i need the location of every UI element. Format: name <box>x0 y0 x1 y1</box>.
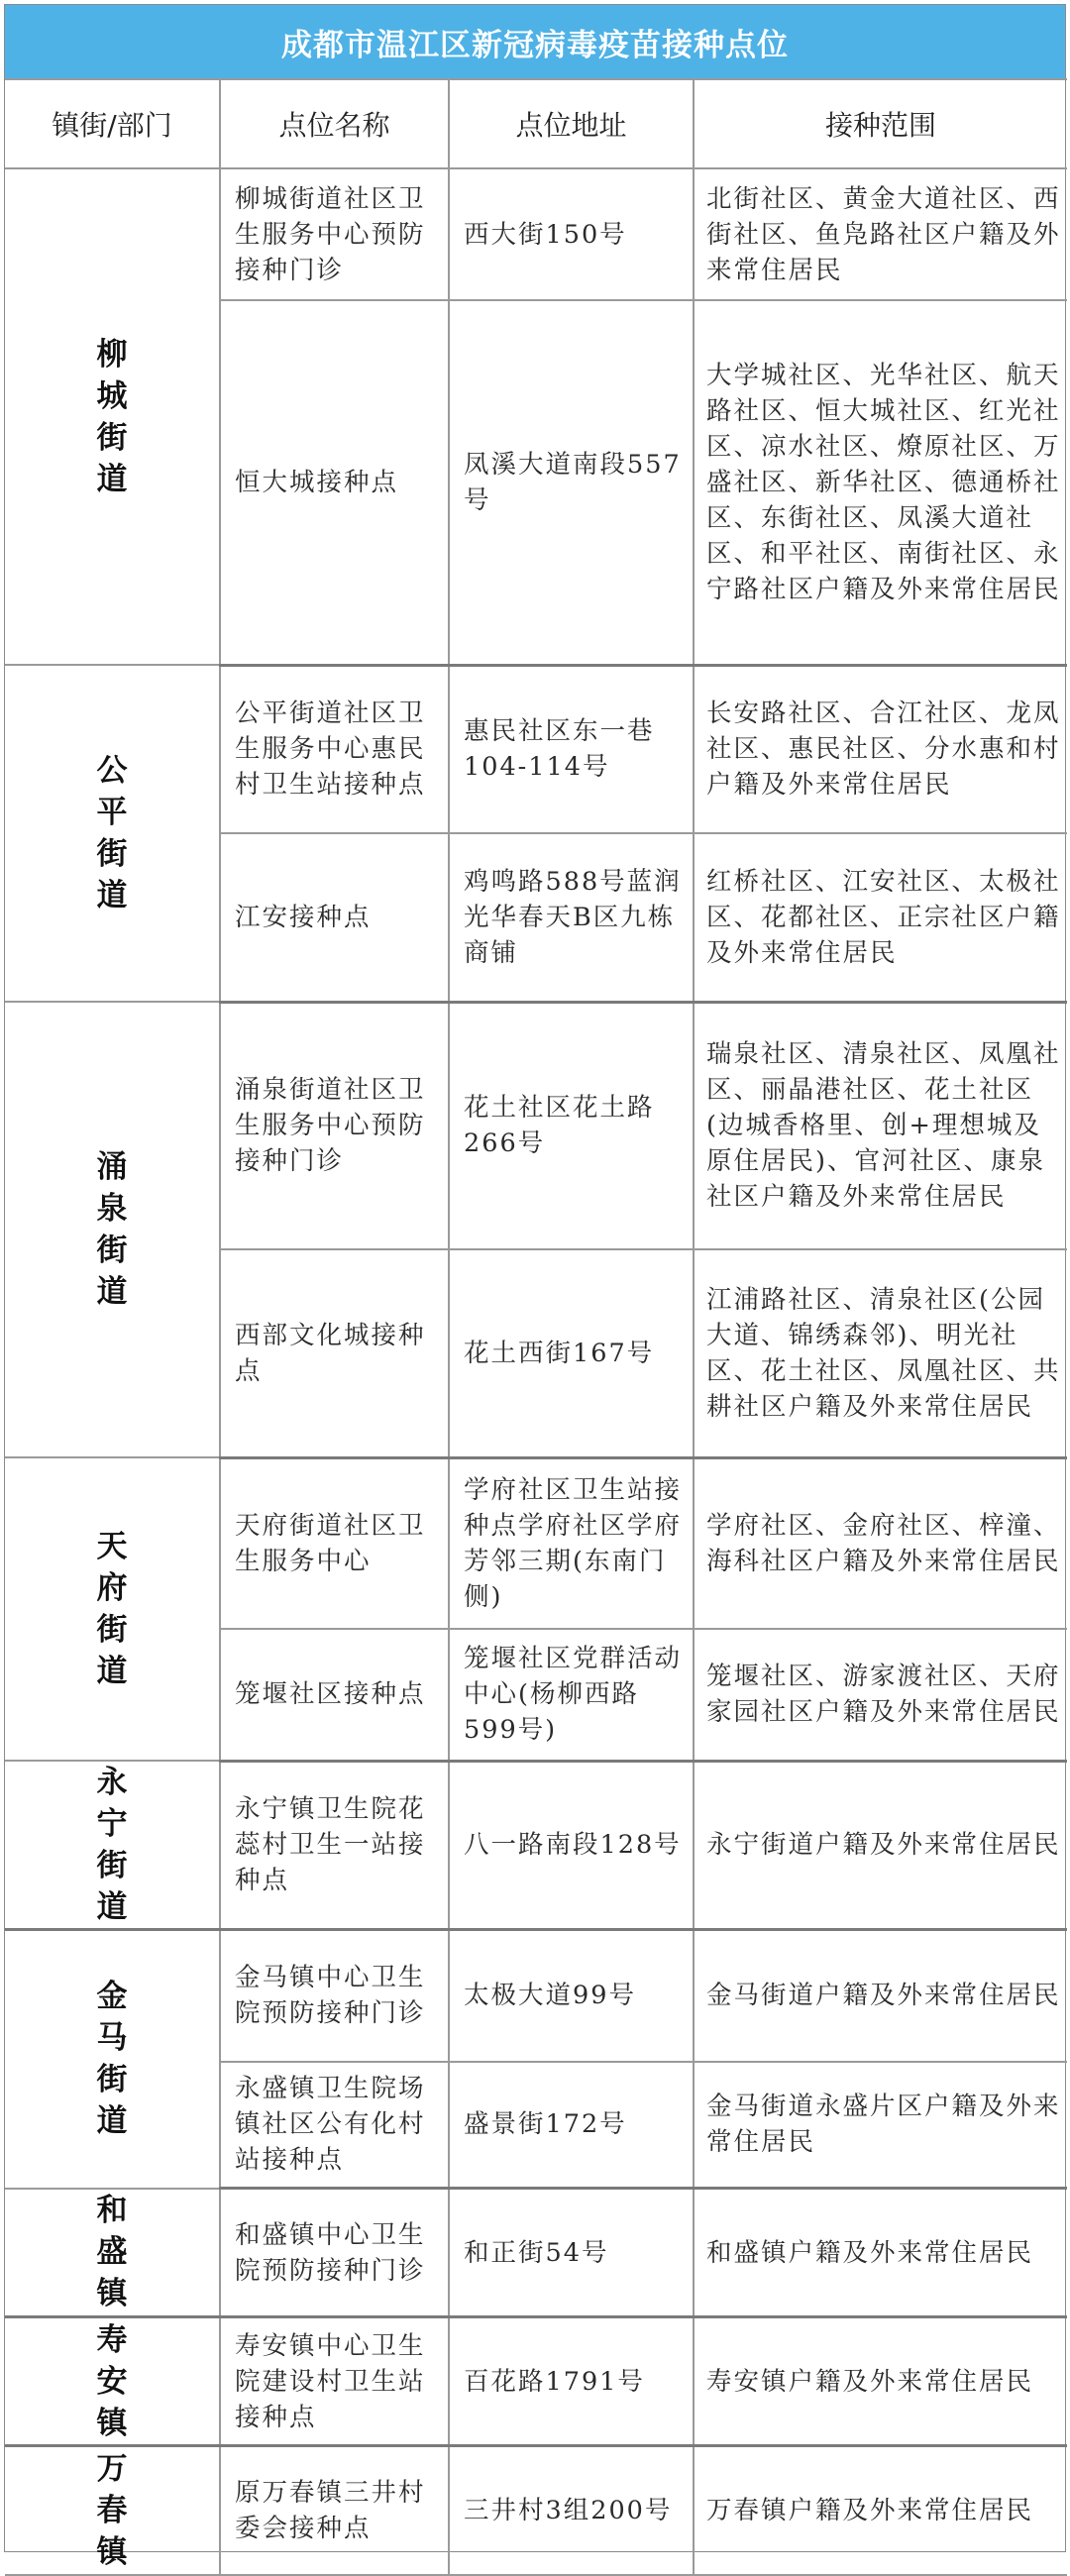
site-address-cell: 学府社区卫生站接种点学府社区学府芳邻三期(东南门侧) <box>449 1457 694 1629</box>
town-label: 寿安镇 <box>96 2321 128 2441</box>
site-name-cell: 金马镇中心卫生院预防接种门诊 <box>220 1930 449 2062</box>
town-cell <box>5 2189 220 2317</box>
town-cell <box>5 168 220 665</box>
site-name-cell: 原万春镇三井村委会接种点 <box>220 2446 449 2575</box>
table-row <box>5 2317 1067 2446</box>
site-address-cell: 西大街150号 <box>449 168 694 300</box>
town-label: 天府街道 <box>96 1529 128 1689</box>
vaccination-sites-table <box>5 78 1067 2576</box>
town-label: 和盛镇 <box>96 2193 128 2312</box>
site-scope-cell: 北街社区、黄金大道社区、西街社区、鱼凫路社区户籍及外来常住居民 <box>694 168 1067 300</box>
table-row <box>5 2189 1067 2317</box>
town-cell <box>5 665 220 1002</box>
table-row <box>5 2446 1067 2575</box>
site-name-cell: 永盛镇卫生院场镇社区公有化村站接种点 <box>220 2062 449 2189</box>
site-address-cell: 太极大道99号 <box>449 1930 694 2062</box>
site-name-cell: 和盛镇中心卫生院预防接种门诊 <box>220 2189 449 2317</box>
site-name-cell: 恒大城接种点 <box>220 300 449 665</box>
town-label: 金马街道 <box>96 1979 128 2140</box>
site-scope-cell: 笼堰社区、游家渡社区、天府家园社区户籍及外来常住居民 <box>694 1629 1067 1761</box>
site-scope-cell: 万春镇户籍及外来常住居民 <box>694 2446 1067 2575</box>
site-address-cell: 百花路1791号 <box>449 2317 694 2446</box>
site-scope-cell: 长安路社区、合江社区、龙凤社区、惠民社区、分水惠和村户籍及外来常住居民 <box>694 665 1067 833</box>
site-name-cell: 笼堰社区接种点 <box>220 1629 449 1761</box>
column-header-scope: 接种范围 <box>694 79 1067 168</box>
site-name-cell: 永宁镇卫生院花蕊村卫生一站接种点 <box>220 1761 449 1930</box>
table-row <box>5 665 1067 833</box>
site-scope-cell: 瑞泉社区、清泉社区、凤凰社区、丽晶港社区、花土社区(边城香格里、创+理想城及原住居民)、官河社区、康泉社区户籍及外来常住居民 <box>694 1002 1067 1249</box>
site-name-cell: 寿安镇中心卫生院建设村卫生站接种点 <box>220 2317 449 2446</box>
site-address-cell: 八一路南段128号 <box>449 1761 694 1930</box>
site-address-cell: 和正街54号 <box>449 2189 694 2317</box>
site-address-cell: 花土西街167号 <box>449 1249 694 1457</box>
table-title <box>5 5 1065 78</box>
site-name-cell: 涌泉街道社区卫生服务中心预防接种门诊 <box>220 1002 449 1249</box>
town-cell <box>5 1930 220 2189</box>
site-address-cell: 三井村3组200号 <box>449 2446 694 2575</box>
site-scope-cell: 和盛镇户籍及外来常住居民 <box>694 2189 1067 2317</box>
site-scope-cell: 学府社区、金府社区、梓潼、海科社区户籍及外来常住居民 <box>694 1457 1067 1629</box>
table-row <box>5 1002 1067 1249</box>
site-address-cell: 惠民社区东一巷104-114号 <box>449 665 694 833</box>
town-label: 柳城街道 <box>96 336 128 497</box>
site-name-cell: 江安接种点 <box>220 833 449 1002</box>
town-label: 公平街道 <box>96 753 128 913</box>
site-name-cell: 柳城街道社区卫生服务中心预防接种门诊 <box>220 168 449 300</box>
site-name-cell: 公平街道社区卫生服务中心惠民村卫生站接种点 <box>220 665 449 833</box>
column-header-site-address: 点位地址 <box>449 79 694 168</box>
site-scope-cell: 金马街道永盛片区户籍及外来常住居民 <box>694 2062 1067 2189</box>
table-title-text: 成都市温江区新冠病毒疫苗接种点位 <box>281 27 789 63</box>
table-row <box>5 1761 1067 1930</box>
town-label: 永宁街道 <box>96 1765 128 1925</box>
site-scope-cell: 大学城社区、光华社区、航天路社区、恒大城社区、红光社区、凉水社区、燎原社区、万盛社区、新华社区、德通桥社区、东街社区、凤溪大道社区、和平社区、南街社区、永宁路社区户籍及外来常住居民 <box>694 300 1067 665</box>
site-name-cell: 天府街道社区卫生服务中心 <box>220 1457 449 1629</box>
town-cell <box>5 2317 220 2446</box>
site-address-cell: 盛景街172号 <box>449 2062 694 2189</box>
site-address-cell: 凤溪大道南段557号 <box>449 300 694 665</box>
table-row <box>5 1930 1067 2062</box>
town-label: 涌泉街道 <box>96 1149 128 1310</box>
vaccination-sites-sheet <box>4 4 1066 2570</box>
town-cell <box>5 1761 220 1930</box>
column-header-town: 镇街/部门 <box>5 79 220 168</box>
table-row <box>5 168 1067 300</box>
town-cell <box>5 1457 220 1761</box>
site-name-cell: 西部文化城接种点 <box>220 1249 449 1457</box>
site-scope-cell: 永宁街道户籍及外来常住居民 <box>694 1761 1067 1930</box>
town-label: 万春镇 <box>96 2450 128 2570</box>
site-scope-cell: 红桥社区、江安社区、太极社区、花都社区、正宗社区户籍及外来常住居民 <box>694 833 1067 1002</box>
site-scope-cell: 金马街道户籍及外来常住居民 <box>694 1930 1067 2062</box>
table-row <box>5 1457 1067 1629</box>
town-cell <box>5 2446 220 2575</box>
town-cell <box>5 1002 220 1457</box>
site-address-cell: 鸡鸣路588号蓝润光华春天B区九栋商铺 <box>449 833 694 1002</box>
site-scope-cell: 江浦路社区、清泉社区(公园大道、锦绣森邻)、明光社区、花土社区、凤凰社区、共耕社区户籍及外来常住居民 <box>694 1249 1067 1457</box>
column-header-site-name: 点位名称 <box>220 79 449 168</box>
site-address-cell: 花土社区花土路266号 <box>449 1002 694 1249</box>
site-scope-cell: 寿安镇户籍及外来常住居民 <box>694 2317 1067 2446</box>
site-address-cell: 笼堰社区党群活动中心(杨柳西路599号) <box>449 1629 694 1761</box>
table-header-row <box>5 79 1067 168</box>
